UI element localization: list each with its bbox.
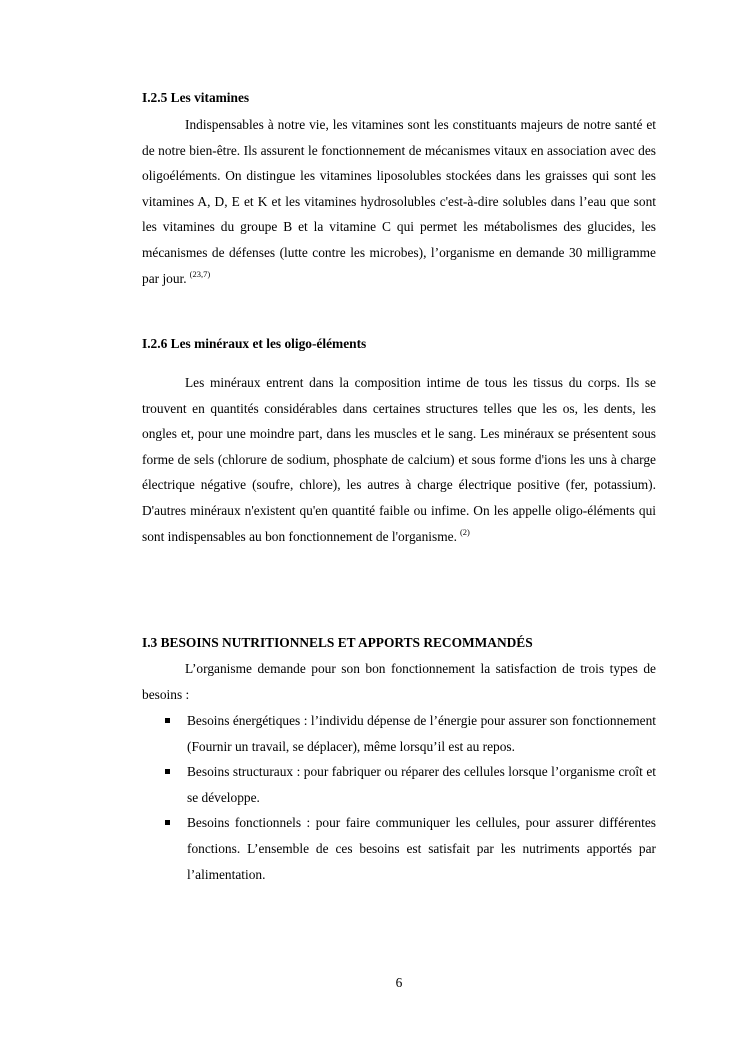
page-number: 6	[395, 975, 403, 990]
paragraph-besoins-intro: L’organisme demande pour son bon fonctionnement la satisfaction de trois types de besoins :	[142, 661, 656, 702]
paragraph-mineraux-text: Les minéraux entrent dans la composition intime de tous les tissus du corps. Ils se trouvent en quantités considérables dans certaines structures telles que les os, les dents, les ongles et, pour une moindre part, dans les muscles et le sang. Les minéraux se présentent sous forme de sels (chlorure de sodium, phosphate de calcium) et sous forme d'ions les uns à charge électrique négative (soufre, chlore), les autres à charge électrique positive (fer, potassium). D'autres minéraux n'existent qu'en quantité faible ou infime. On les appelle oligo-éléments qui sont indispensables au bon fonctionnement de l'organisme.	[142, 375, 656, 544]
square-bullet-icon	[165, 820, 170, 825]
paragraph-vitamines-text: Indispensables à notre vie, les vitamines sont les constituants majeurs de notre santé et de notre bien-être. Ils assurent le fonctionnement de mécanismes vitaux en association avec des oligoéléments. On distingue les vitamines liposolubles stockées dans les graisses qui sont les vitamines A, D, E et K et les vitamines hydrosolubles c'est-à-dire solubles dans l’eau que sont les vitamines du groupe B et la vitamine C qui permet les métabolismes des glucides, les mécanismes de défenses (lutte contre les microbes), l’organisme en demande 30 milligramme par jour.	[142, 117, 656, 286]
paragraph-vitamines	[142, 112, 656, 291]
list-item	[142, 759, 656, 810]
besoins-list	[142, 708, 656, 887]
section-heading-vitamines: I.2.5 Les vitamines	[142, 90, 250, 105]
section-heading-besoins: I.3 BESOINS NUTRITIONNELS ET APPORTS RECOMMANDÉS	[142, 635, 533, 650]
citation-mineraux: (2)	[459, 527, 470, 538]
section-heading-mineraux: I.2.6 Les minéraux et les oligo-éléments	[142, 336, 367, 351]
list-item	[142, 810, 656, 887]
list-item-text: Besoins structuraux : pour fabriquer ou réparer des cellules lorsque l’organisme croît et se développe.	[187, 764, 656, 805]
list-item-text: Besoins fonctionnels : pour faire communiquer les cellules, pour assurer différentes fonctions. L’ensemble de ces besoins est satisfait par les nutriments apportés par l’alimentation.	[187, 815, 656, 882]
list-item	[142, 708, 656, 759]
square-bullet-icon	[165, 718, 170, 723]
square-bullet-icon	[165, 769, 170, 774]
list-item-text: Besoins énergétiques : l’individu dépense de l’énergie pour assurer son fonctionnement (Fournir un travail, se déplacer), même lorsqu’il est au repos.	[187, 713, 656, 754]
citation-vitamines: (23,7)	[189, 269, 211, 280]
paragraph-mineraux	[142, 370, 656, 549]
